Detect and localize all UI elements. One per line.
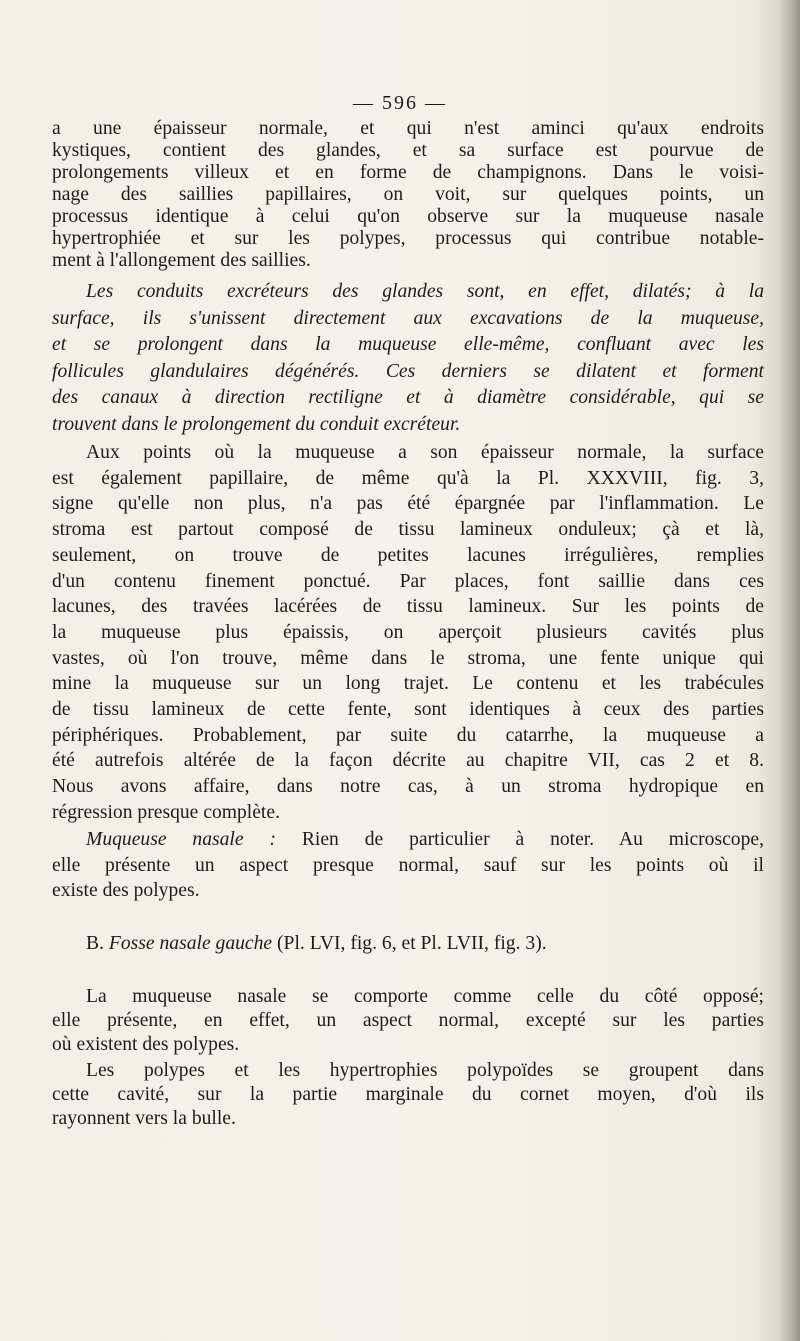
text-line: stroma est partout composé de tissu lamineux onduleux; çà et là, xyxy=(52,519,764,541)
text-line: Les polypes et les hypertrophies polypoïdes se groupent dans xyxy=(86,1060,764,1081)
section-refs: (Pl. LVI, fig. 6, et Pl. LVII, fig. 3). xyxy=(277,933,547,954)
text-line: processus identique à celui qu'on observe sur la muqueuse nasale xyxy=(52,206,764,227)
text-line: signe qu'elle non plus, n'a pas été épargnée par l'inflammation. Le xyxy=(52,493,764,515)
text-line: existe des polypes. xyxy=(52,880,200,902)
paragraph-1 xyxy=(52,118,764,272)
text-line: elle présente un aspect presque normal, sauf sur les points où il xyxy=(52,854,764,876)
text-line: seulement, on trouve de petites lacunes irrégulières, remplies xyxy=(52,544,764,566)
text-line: prolongements villeux et en forme de champignons. Dans le voisi- xyxy=(52,162,764,183)
text-line: la muqueuse plus épaissis, on aperçoit plusieurs cavités plus xyxy=(52,621,764,643)
text-line: Les conduits excréteurs des glandes sont, en effet, dilatés; à la xyxy=(86,281,764,302)
text-line: elle présente, en effet, un aspect normal, excepté sur les parties xyxy=(52,1010,764,1031)
text-line: est également papillaire, de même qu'à la Pl. XXXVIII, fig. 3, xyxy=(52,467,764,489)
text-line: vastes, où l'on trouve, même dans le stroma, une fente unique qui xyxy=(52,647,764,669)
text-line: Nous avons affaire, dans notre cas, à un stroma hydropique en xyxy=(52,776,764,798)
text-line: où existent des polypes. xyxy=(52,1034,240,1055)
section-label: Muqueuse nasale : xyxy=(86,829,276,850)
paragraph-5 xyxy=(52,985,764,1057)
text-line: et se prolongent dans la muqueuse elle-même, confluant avec les xyxy=(52,334,764,356)
text-line: régression presque complète. xyxy=(52,801,280,823)
text-line: hypertrophiée et sur les polypes, processus qui contribue notable- xyxy=(52,228,764,249)
text-line: des canaux à direction rectiligne et à diamètre considérable, qui se xyxy=(52,387,764,409)
paragraph-3 xyxy=(52,440,764,826)
section-b-heading xyxy=(52,933,764,955)
page-number: — 596 — xyxy=(353,92,447,114)
text-line: été autrefois altérée de la façon décrite au chapitre VII, cas 2 et 8. xyxy=(52,750,764,772)
text-line xyxy=(52,827,764,853)
text-line: follicules glandulaires dégénérés. Ces derniers se dilatent et forment xyxy=(52,360,764,382)
text-line: de tissu lamineux de cette fente, sont identiques à ceux des parties xyxy=(52,699,764,721)
text-line: d'un contenu finement ponctué. Par places, font saillie dans ces xyxy=(52,570,764,592)
page-edge-shadow xyxy=(778,0,800,1341)
section-letter: B. xyxy=(86,933,104,954)
text-line: Aux points où la muqueuse a son épaisseur normale, la surface xyxy=(86,442,764,463)
paragraph-4 xyxy=(52,827,764,904)
text-line: La muqueuse nasale se comporte comme celle du côté opposé; xyxy=(86,986,764,1007)
section-title: Fosse nasale gauche xyxy=(108,933,273,954)
text-line: nage des saillies papillaires, on voit, sur quelques points, un xyxy=(52,184,764,205)
text-line: trouvent dans le prolongement du conduit excréteur. xyxy=(52,413,461,435)
text-line: lacunes, des travées lacérées de tissu lamineux. Sur les points de xyxy=(52,596,764,618)
text-line: surface, ils s'unissent directement aux excavations de la muqueuse, xyxy=(52,307,764,329)
text-line: mine la muqueuse sur un long trajet. Le contenu et les trabécules xyxy=(52,673,764,695)
text-line: kystiques, contient des glandes, et sa surface est pourvue de xyxy=(52,140,764,161)
text-line-rest: Rien de particulier à noter. Au microscope, xyxy=(275,829,764,850)
paragraph-2-italic xyxy=(52,279,764,439)
text-line: cette cavité, sur la partie marginale du cornet moyen, d'où ils xyxy=(52,1084,764,1105)
paragraph-6 xyxy=(52,1059,764,1131)
text-line: rayonnent vers la bulle. xyxy=(52,1108,236,1129)
text-line: ment à l'allongement des saillies. xyxy=(52,250,311,271)
text-line: périphériques. Probablement, par suite du catarrhe, la muqueuse a xyxy=(52,724,764,746)
text-line: a une épaisseur normale, et qui n'est aminci qu'aux endroits xyxy=(52,118,764,139)
